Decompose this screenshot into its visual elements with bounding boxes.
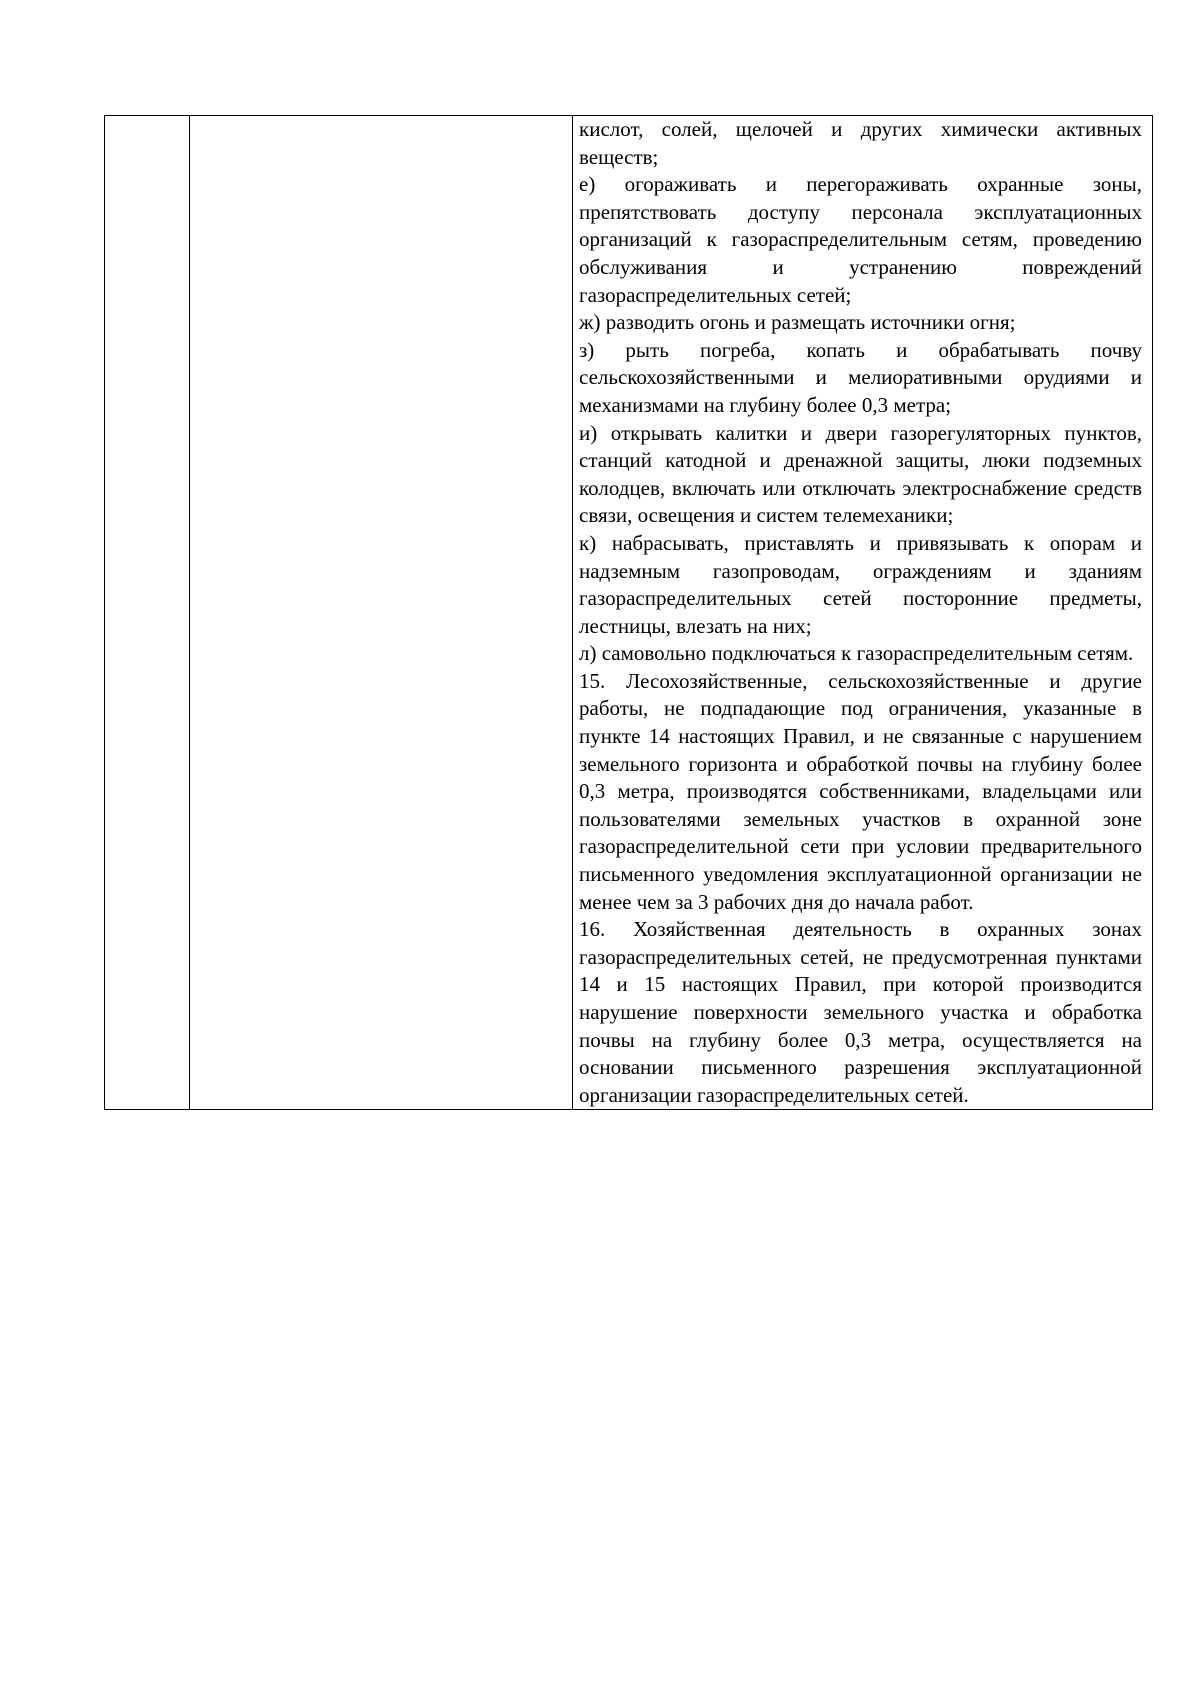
table-row bbox=[105, 116, 1153, 1110]
restrictions-text bbox=[573, 116, 1152, 1109]
paragraph: 15. Лесохозяйственные, сельскохозяйственные и другие работы, не подпадающие под ограничения, указанные в пункте 14 настоящих Правил, и не связанные с нарушением земельного горизонта и обработкой почвы на глубину более 0,3 метра, производятся собственниками, владельцами или пользователями земельных участков в охранной зоне газораспределительной сети при условии предварительного письменного уведомления эксплуатационной организации не менее чем за 3 рабочих дня до начала работ. bbox=[579, 668, 1142, 914]
paragraph: к) набрасывать, приставлять и привязывать к опорам и надземным газопроводам, ограждениям и зданиям газораспределительных сетей посторонние предметы, лестницы, влезать на них; bbox=[579, 530, 1142, 638]
paragraph: з) рыть погреба, копать и обрабатывать почву сельскохозяйственными и мелиоративными орудиями и механизмами на глубину более 0,3 метра; bbox=[579, 337, 1142, 417]
paragraph: кислот, солей, щелочей и других химически активных веществ; bbox=[579, 117, 1142, 169]
paragraph: и) открывать калитки и двери газорегуляторных пунктов, станций катодной и дренажной защиты, люки подземных колодцев, включать или отключать электроснабжение средств связи, освещения и систем телемеханики; bbox=[579, 420, 1142, 528]
text-cell bbox=[573, 116, 1153, 1110]
paragraph: ж) разводить огонь и размещать источники огня; bbox=[579, 310, 1016, 335]
regulations-table bbox=[104, 115, 1153, 1110]
paragraph: е) огораживать и перегораживать охранные зоны, препятствовать доступу персонала эксплуатационных организаций к газораспределительным сетям, проведению обслуживания и устранению повреждений газораспределительных сетей; bbox=[579, 172, 1142, 307]
name-cell bbox=[190, 116, 573, 1110]
paragraph: л) самовольно подключаться к газораспределительным сетям. bbox=[579, 641, 1134, 666]
number-cell bbox=[105, 116, 190, 1110]
paragraph: 16. Хозяйственная деятельность в охранных зонах газораспределительных сетей, не предусмотренная пунктами 14 и 15 настоящих Правил, при которой производится нарушение поверхности земельного участка и обработка почвы на глубину более 0,3 метра, осуществляется на основании письменного разрешения эксплуатационной организации газораспределительных сетей. bbox=[579, 917, 1142, 1107]
